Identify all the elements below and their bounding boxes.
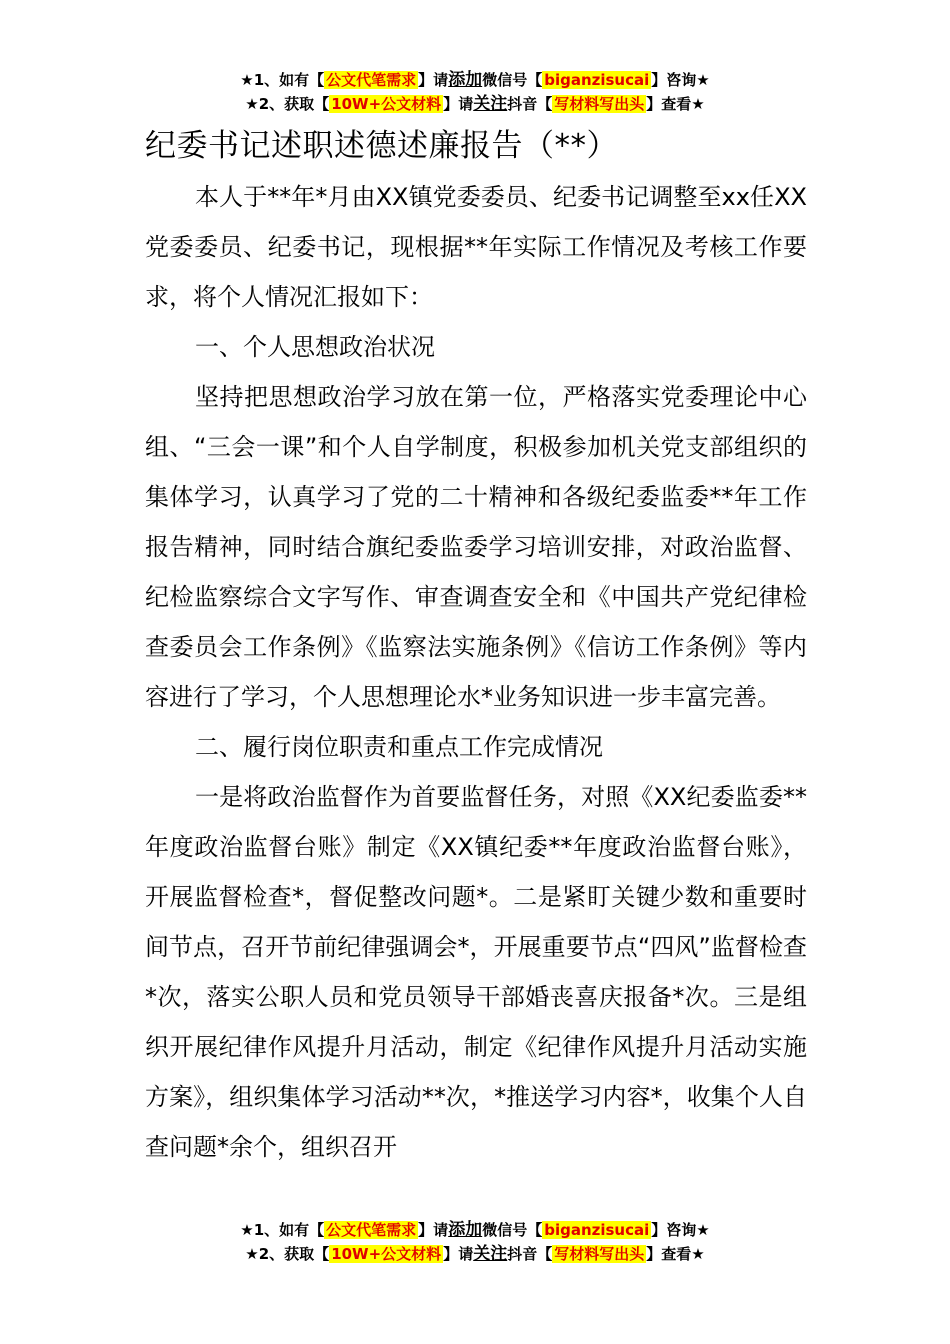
banner-wechat-id: biganzisucai (544, 71, 650, 89)
banner-line-2: ★2、获取【 10W+公文材料 】请关注抖音【 写材料写出头 】查看★ (245, 94, 705, 114)
banner-highlight: 10W+公文材料 (331, 95, 442, 113)
banner-line-2: ★2、获取【 10W+公文材料 】请关注抖音【 写材料写出头 】查看★ (245, 1244, 705, 1264)
paragraph-intro: 本人于**年*月由XX镇党委委员、纪委书记调整至xx任XX党委委员、纪委书记，现根据**年实际工作情况及考核工作要求，将个人情况汇报如下： (145, 183, 807, 311)
promo-banner-bottom (0, 1218, 950, 1266)
paragraph-section-2: 一是将政治监督作为首要监督任务，对照《XX纪委监委**年度政治监督台账》制定《XX镇纪委**年度政治监督台账》，开展监督检查*，督促整改问题*。二是紧盯关键少数和重要时间节点，召开节前纪律强调会*，开展重要节点“四风”监督检查*次，落实公职人员和党员领导干部婚丧喜庆报备*次。三是组织开展纪律作风提升月活动，制定《纪律作风提升月活动实施方案》，组织集体学习活动**次，*推送学习内容*，收集个人自查问题*余个，组织召开 (145, 783, 807, 1161)
banner-wechat-id: biganzisucai (544, 1221, 650, 1239)
document-body (145, 172, 807, 1172)
banner-highlight: 公文代笔需求 (326, 1221, 417, 1239)
promo-banner-top (0, 68, 950, 116)
banner-line-1: ★1、如有【 公文代笔需求 】请添加微信号【 biganzisucai 】咨询★ (240, 70, 710, 90)
banner-douyin-id: 写材料写出头 (554, 95, 645, 113)
paragraph-section-1: 坚持把思想政治学习放在第一位，严格落实党委理论中心组、“三会一课”和个人自学制度，积极参加机关党支部组织的集体学习，认真学习了党的二十精神和各级纪委监委**年工作报告精神，同时结合旗纪委监委学习培训安排，对政治监督、纪检监察综合文字写作、审查调查安全和《中国共产党纪律检查委员会工作条例》《监察法实施条例》《信访工作条例》等内容进行了学习，个人思想理论水*业务知识进一步丰富完善。 (145, 383, 807, 711)
document-title: 纪委书记述职述德述廉报告（**） (145, 128, 618, 164)
banner-highlight: 公文代笔需求 (326, 71, 417, 89)
banner-highlight: 10W+公文材料 (331, 1245, 442, 1263)
banner-line-1: ★1、如有【 公文代笔需求 】请添加微信号【 biganzisucai 】咨询★ (240, 1220, 710, 1240)
section-heading-1: 一、个人思想政治状况 (195, 333, 435, 361)
section-heading-2: 二、履行岗位职责和重点工作完成情况 (195, 733, 603, 761)
banner-douyin-id: 写材料写出头 (554, 1245, 645, 1263)
